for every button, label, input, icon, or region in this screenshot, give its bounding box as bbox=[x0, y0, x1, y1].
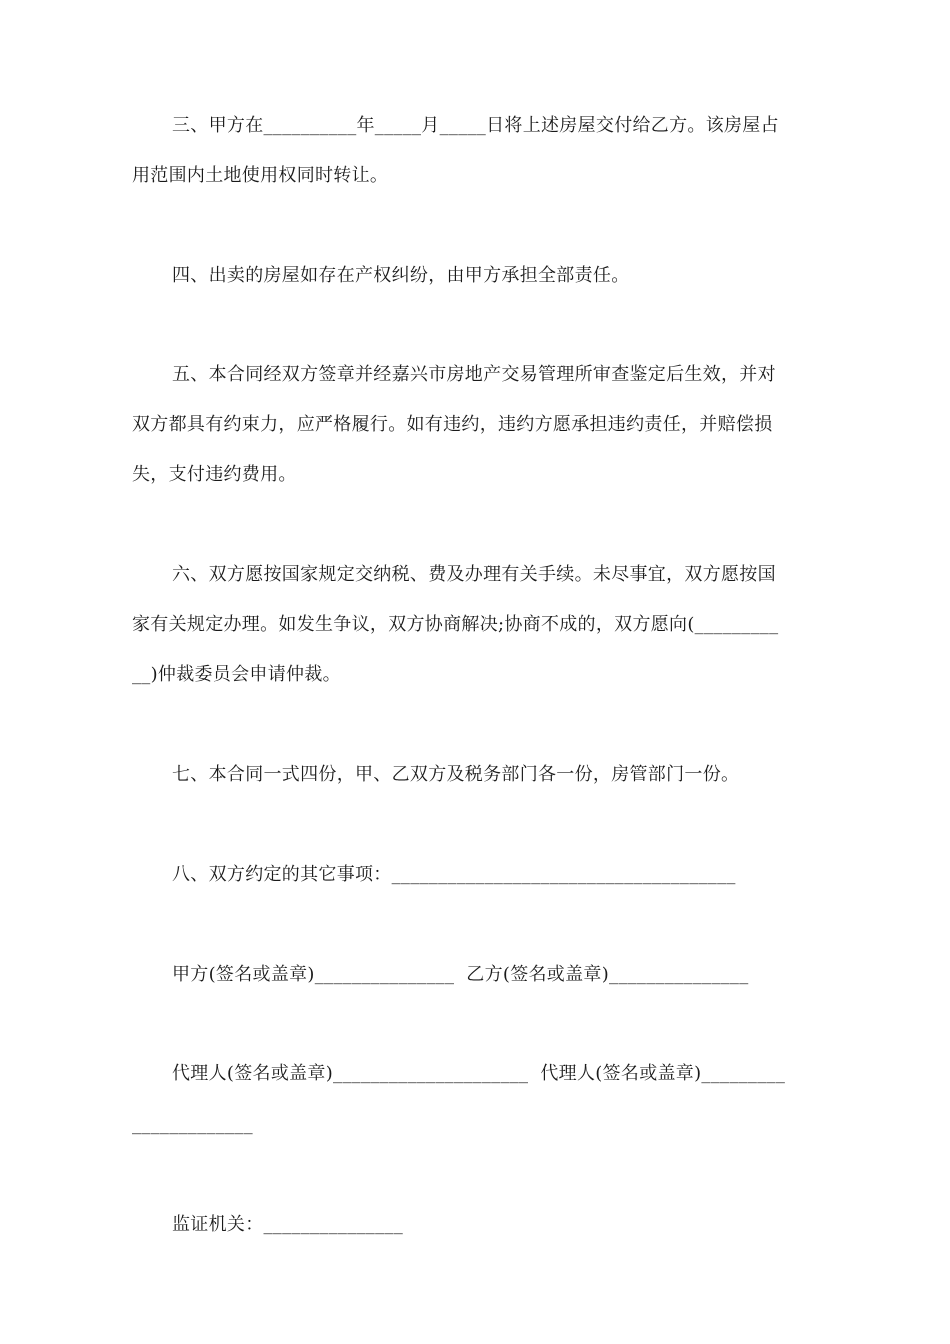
clause-6-line-2: 家有关规定办理。如发生争议，双方协商解决;协商不成的，双方愿向(_________ bbox=[132, 614, 779, 635]
supervisor-line: 监证机关：_______________ bbox=[172, 1214, 403, 1235]
clause-5-line-2: 双方都具有约束力，应严格履行。如有违约，违约方愿承担违约责任，并赔偿损 bbox=[132, 414, 773, 435]
clause-5-line-3: 失，支付违约费用。 bbox=[132, 464, 297, 485]
clause-6-line-3: __)仲裁委员会申请仲裁。 bbox=[132, 664, 341, 685]
clause-8-line-1: 八、双方约定的其它事项：_____________________________________ bbox=[172, 864, 736, 885]
signature-parties: 甲方(签名或盖章)_______________ 乙方(签名或盖章)_______________ bbox=[172, 964, 749, 985]
clause-4-line-1: 四、出卖的房屋如存在产权纠纷，由甲方承担全部责任。 bbox=[172, 265, 630, 286]
clause-7-line-1: 七、本合同一式四份，甲、乙双方及税务部门各一份，房管部门一份。 bbox=[172, 764, 740, 785]
clause-3-line-1: 三、甲方在__________年_____月_____日将上述房屋交付给乙方。该房屋占 bbox=[172, 115, 779, 136]
signature-agents-line-2: _____________ bbox=[132, 1114, 253, 1135]
clause-3-line-2: 用范围内土地使用权同时转让。 bbox=[132, 165, 389, 186]
signature-agents-line-1: 代理人(签名或盖章)_____________________ 代理人(签名或盖章)_________ bbox=[172, 1063, 786, 1084]
clause-6-line-1: 六、双方愿按国家规定交纳税、费及办理有关手续。未尽事宜，双方愿按国 bbox=[172, 564, 776, 585]
clause-5-line-1: 五、本合同经双方签章并经嘉兴市房地产交易管理所审查鉴定后生效，并对 bbox=[172, 364, 776, 385]
